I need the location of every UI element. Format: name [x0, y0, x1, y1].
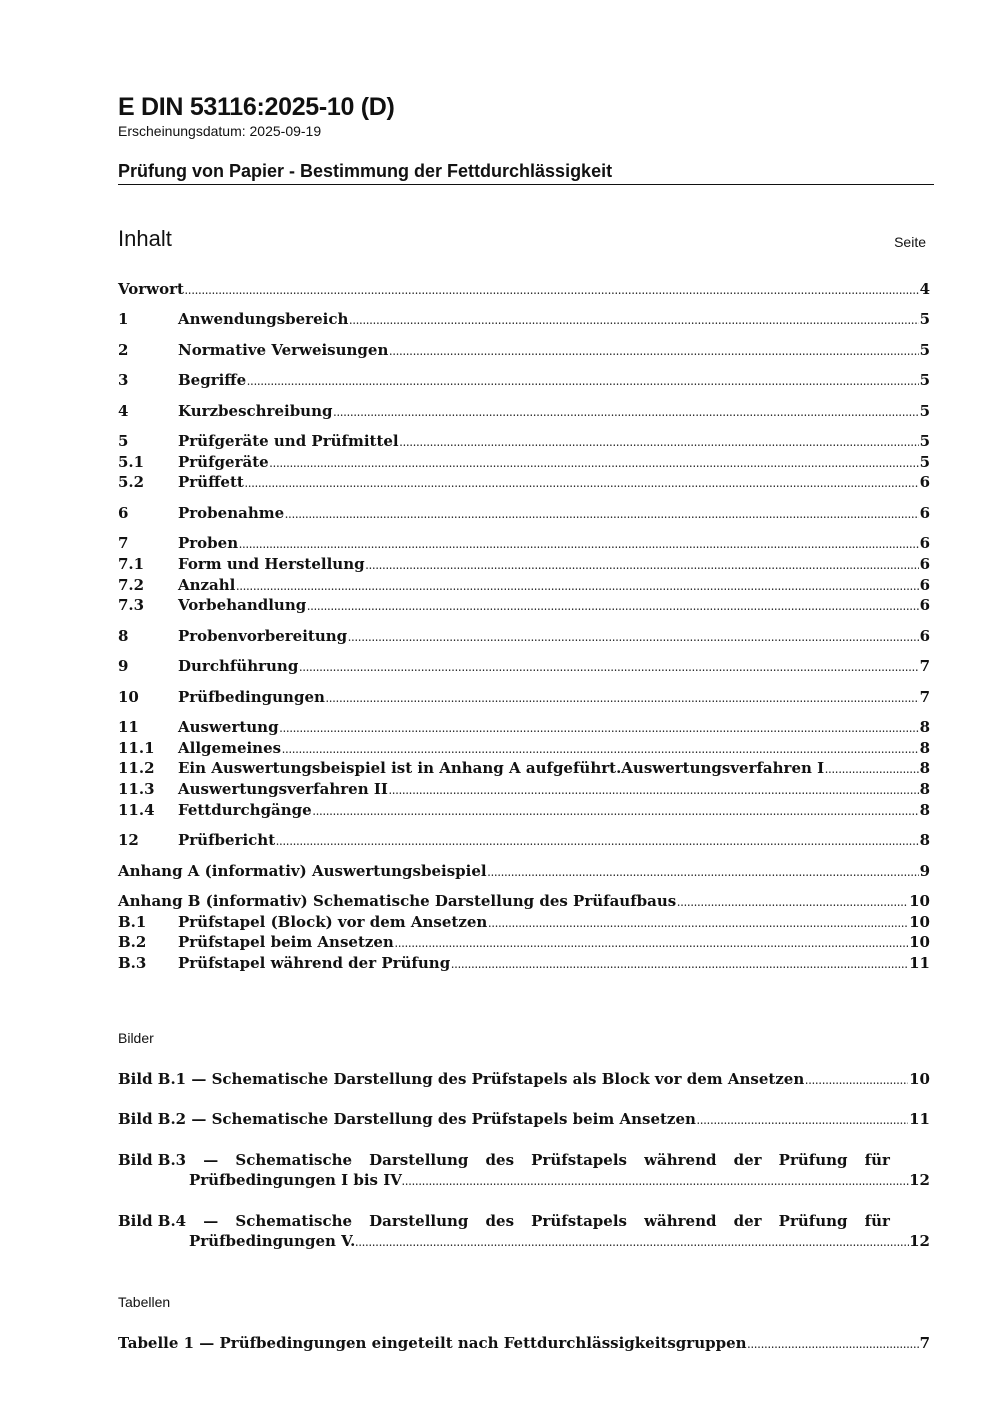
- figure-entry-b1[interactable]: [118, 1069, 930, 1089]
- leader-dots: [276, 830, 918, 852]
- toc-entry[interactable]: [118, 687, 930, 707]
- toc-entry-page: 11: [909, 954, 930, 972]
- toc-entry-page: 5: [919, 310, 930, 328]
- toc-heading: Inhalt: [118, 226, 172, 251]
- figure-entry-page: 11: [909, 1110, 930, 1128]
- figure-word: —: [203, 1151, 219, 1169]
- figure-entry-label: Bild B.1 — Schematische Darstellung des Prüfstapels als Block vor dem Ansetzen: [118, 1069, 805, 1091]
- figure-word: während: [644, 1212, 717, 1230]
- toc-entry[interactable]: [118, 779, 930, 799]
- toc-entry-number: 5.2: [118, 473, 145, 491]
- figure-word: Darstellung: [369, 1212, 469, 1230]
- leader-dots: [185, 279, 919, 301]
- figure-entry-b2[interactable]: [118, 1109, 930, 1129]
- toc-entry-title: Probenahme: [178, 503, 285, 525]
- leader-dots: [299, 656, 918, 678]
- toc-entry-number: 7.1: [118, 555, 145, 573]
- leader-dots: [355, 1231, 909, 1253]
- toc-entry-page: 6: [919, 534, 930, 552]
- toc-entry-title: Auswertung: [178, 717, 280, 739]
- leader-dots: [270, 452, 919, 474]
- toc-entry-title: Normative Verweisungen: [178, 340, 389, 362]
- figure-entry-b3[interactable]: [118, 1150, 930, 1192]
- toc-entry-title: Proben: [178, 533, 239, 555]
- toc-entry-title: Auswertungsverfahren II: [178, 779, 389, 801]
- toc-entry-number: B.3: [118, 954, 147, 972]
- toc-entry-title: Prüfstapel während der Prüfung: [178, 953, 451, 975]
- figure-entry-label: Bild B.2 — Schematische Darstellung des Prüfstapels beim Ansetzen: [118, 1109, 697, 1131]
- toc-entry-page: 8: [919, 718, 930, 736]
- figure-entry-page: 12: [909, 1171, 930, 1189]
- toc-entry-number: 11: [118, 718, 139, 736]
- toc-entry[interactable]: [118, 758, 930, 778]
- toc-entry[interactable]: [118, 503, 930, 523]
- toc-entry[interactable]: [118, 626, 930, 646]
- toc-entry-page: 5: [919, 432, 930, 450]
- leader-dots: [402, 1170, 909, 1192]
- toc-entry-number: 8: [118, 627, 129, 645]
- toc-entry-title: Anhang B (informativ) Schematische Darstellung des Prüfaufbaus: [118, 891, 677, 913]
- toc-entry-title: Prüfgeräte: [178, 452, 270, 474]
- toc-entry-number: 3: [118, 371, 129, 389]
- leader-dots: [349, 309, 918, 331]
- toc-entry-page: 8: [919, 739, 930, 757]
- leader-dots: [395, 932, 908, 954]
- leader-dots: [285, 503, 918, 525]
- toc-entry-number: 11.3: [118, 780, 155, 798]
- leader-dots: [280, 717, 919, 739]
- toc-entry[interactable]: [118, 953, 930, 973]
- leader-dots: [282, 738, 918, 760]
- figure-word: Prüfstapels: [531, 1151, 627, 1169]
- toc-entry-number: 11.1: [118, 739, 155, 757]
- toc-entry-page: 5: [919, 371, 930, 389]
- toc-entry[interactable]: [118, 575, 930, 595]
- toc-entry[interactable]: [118, 912, 930, 932]
- toc-entry-title: Anzahl: [178, 575, 236, 597]
- leader-dots: [451, 953, 908, 975]
- leader-dots: [400, 431, 919, 453]
- leader-dots: [677, 891, 908, 913]
- toc-heading-row: [118, 226, 934, 256]
- toc-entry-page: 5: [919, 402, 930, 420]
- figure-word: für: [864, 1151, 890, 1169]
- toc-entry[interactable]: [118, 800, 930, 820]
- table-entry-1[interactable]: [118, 1333, 930, 1353]
- figure-word: —: [203, 1212, 219, 1230]
- toc-entry-number: 5.1: [118, 453, 145, 471]
- figure-word: Darstellung: [369, 1151, 469, 1169]
- toc-entry-number: 7: [118, 534, 129, 552]
- leader-dots: [488, 861, 919, 883]
- toc-entry-number: 11.2: [118, 759, 155, 777]
- toc-entry[interactable]: [118, 554, 930, 574]
- leader-dots: [488, 912, 908, 934]
- leader-dots: [748, 1333, 919, 1355]
- document-header: [118, 92, 934, 256]
- toc-entry[interactable]: [118, 891, 930, 911]
- toc-entry-number: B.2: [118, 933, 147, 951]
- table-entry-label: Tabelle 1 — Prüfbedingungen eingeteilt nach Fettdurchlässigkeitsgruppen: [118, 1333, 748, 1355]
- toc-entry-page: 8: [919, 831, 930, 849]
- toc-entry[interactable]: [118, 452, 930, 472]
- toc-entry-title: Ein Auswertungsbeispiel ist in Anhang A aufgeführt.Auswertungsverfahren I: [178, 758, 825, 780]
- toc-entry-page: 10: [909, 913, 930, 931]
- toc-entry-title: Form und Herstellung: [178, 554, 366, 576]
- toc-entry[interactable]: [118, 309, 930, 329]
- toc-entry-page: 8: [919, 780, 930, 798]
- figure-word: Bild B.4: [118, 1212, 187, 1230]
- leader-dots: [389, 779, 919, 801]
- toc-entry-page: 5: [919, 341, 930, 359]
- toc-entry[interactable]: [118, 656, 930, 676]
- toc-entry-title: Begriffe: [178, 370, 247, 392]
- document-title: Prüfung von Papier - Bestimmung der Fettdurchlässigkeit: [118, 160, 934, 185]
- toc-entry[interactable]: [118, 472, 930, 492]
- toc-entry[interactable]: [118, 401, 930, 421]
- toc-entry-page: 4: [919, 280, 930, 298]
- toc-entry-page: 6: [919, 473, 930, 491]
- leader-dots: [348, 626, 918, 648]
- toc-entry-number: 11.4: [118, 801, 155, 819]
- figure-word: der: [733, 1212, 762, 1230]
- toc-entry-title: Prüfbedingungen: [178, 687, 326, 709]
- leader-dots: [333, 401, 918, 423]
- toc-entry-page: 9: [919, 862, 930, 880]
- figure-entry-page: 12: [909, 1232, 930, 1250]
- toc-entry-title: Prüffett: [178, 472, 245, 494]
- leader-dots: [366, 554, 919, 576]
- figure-entry-continuation: [189, 1231, 930, 1253]
- document-id: E DIN 53116:2025-10 (D): [118, 93, 395, 121]
- toc-entry-page: 5: [919, 453, 930, 471]
- toc-entry-title: Anhang A (informativ) Auswertungsbeispiel: [118, 861, 488, 883]
- toc-entry-number: 7.3: [118, 596, 145, 614]
- table-entry-page: 7: [919, 1334, 930, 1352]
- toc-entry-title: Fettdurchgänge: [178, 800, 313, 822]
- toc-entry-page: 6: [919, 627, 930, 645]
- toc-entry[interactable]: [118, 932, 930, 952]
- toc-entry-title: Prüfgeräte und Prüfmittel: [178, 431, 400, 453]
- leader-dots: [326, 687, 919, 709]
- toc-entry-number: 12: [118, 831, 139, 849]
- figure-entry-page: 10: [909, 1070, 930, 1088]
- leader-dots: [236, 575, 918, 597]
- toc-entry-number: 1: [118, 310, 129, 328]
- figure-word: Prüfung: [778, 1212, 848, 1230]
- leader-dots: [389, 340, 918, 362]
- toc-entry[interactable]: [118, 370, 930, 390]
- figure-word: Bild B.3: [118, 1151, 187, 1169]
- tables-heading: Tabellen: [118, 1294, 171, 1310]
- toc-entry[interactable]: [118, 533, 930, 553]
- toc-entry-title: Prüfbericht: [178, 830, 276, 852]
- toc-entry-number: 4: [118, 402, 129, 420]
- toc-entry-number: 2: [118, 341, 129, 359]
- toc-entry[interactable]: [118, 861, 930, 881]
- leader-dots: [245, 472, 919, 494]
- toc-entry-number: 6: [118, 504, 129, 522]
- figure-word: Schematische: [235, 1212, 353, 1230]
- leader-dots: [697, 1109, 908, 1131]
- toc-entry-title: Kurzbeschreibung: [178, 401, 333, 423]
- figure-word: für: [864, 1212, 890, 1230]
- toc-entry-page: 8: [919, 801, 930, 819]
- toc-entry-page: 6: [919, 555, 930, 573]
- figure-word: während: [644, 1151, 717, 1169]
- figure-word: der: [733, 1151, 762, 1169]
- figures-heading: Bilder: [118, 1030, 154, 1046]
- toc-entry-number: B.1: [118, 913, 147, 931]
- toc-entry[interactable]: [118, 717, 930, 737]
- toc-entry-title: Anwendungsbereich: [178, 309, 349, 331]
- figure-entry-line: [118, 1211, 890, 1231]
- toc-entry-title: Vorwort: [118, 279, 185, 301]
- toc-entry-title: Vorbehandlung: [178, 595, 307, 617]
- leader-dots: [805, 1069, 908, 1091]
- toc-entry[interactable]: [118, 738, 930, 758]
- toc-entry[interactable]: [118, 431, 930, 451]
- toc-entry-title: Allgemeines: [178, 738, 282, 760]
- leader-dots: [247, 370, 918, 392]
- leader-dots: [825, 758, 918, 780]
- toc-entry[interactable]: [118, 830, 930, 850]
- figure-word: Prüfstapels: [531, 1212, 627, 1230]
- toc-entry-page: 10: [909, 892, 930, 910]
- figure-entry-label-cont: Prüfbedingungen V.: [189, 1232, 356, 1250]
- toc-entry-page: 6: [919, 504, 930, 522]
- figure-word: Prüfung: [778, 1151, 848, 1169]
- toc-entry[interactable]: [118, 595, 930, 615]
- figure-entry-line: [118, 1150, 890, 1170]
- toc-entry-page: 6: [919, 596, 930, 614]
- leader-dots: [313, 800, 919, 822]
- toc-entry-number: 7.2: [118, 576, 145, 594]
- toc-entry-title: Durchführung: [178, 656, 299, 678]
- figure-entry-continuation: [189, 1170, 930, 1192]
- toc-entry-page: 7: [919, 688, 930, 706]
- toc-entry-page: 8: [919, 759, 930, 777]
- toc-entry-page: 10: [909, 933, 930, 951]
- toc-entry-title: Prüfstapel beim Ansetzen: [178, 932, 395, 954]
- toc-entry-number: 9: [118, 657, 129, 675]
- figure-word: des: [485, 1151, 515, 1169]
- toc-entry-page: 7: [919, 657, 930, 675]
- page-column-label: Seite: [894, 234, 926, 250]
- toc-entry[interactable]: [118, 340, 930, 360]
- toc-entry-page: 6: [919, 576, 930, 594]
- toc-entry-title: Probenvorbereitung: [178, 626, 348, 648]
- toc-entry[interactable]: [118, 279, 930, 299]
- toc-entry-number: 10: [118, 688, 139, 706]
- toc-entry-title: Prüfstapel (Block) vor dem Ansetzen: [178, 912, 488, 934]
- publication-date: Erscheinungsdatum: 2025-09-19: [118, 123, 322, 139]
- toc-entry-number: 5: [118, 432, 129, 450]
- leader-dots: [307, 595, 918, 617]
- figure-word: Schematische: [235, 1151, 353, 1169]
- leader-dots: [239, 533, 918, 555]
- figure-entry-b4[interactable]: [118, 1211, 930, 1253]
- figure-entry-label-cont: Prüfbedingungen I bis IV: [189, 1171, 402, 1189]
- figure-word: des: [485, 1212, 515, 1230]
